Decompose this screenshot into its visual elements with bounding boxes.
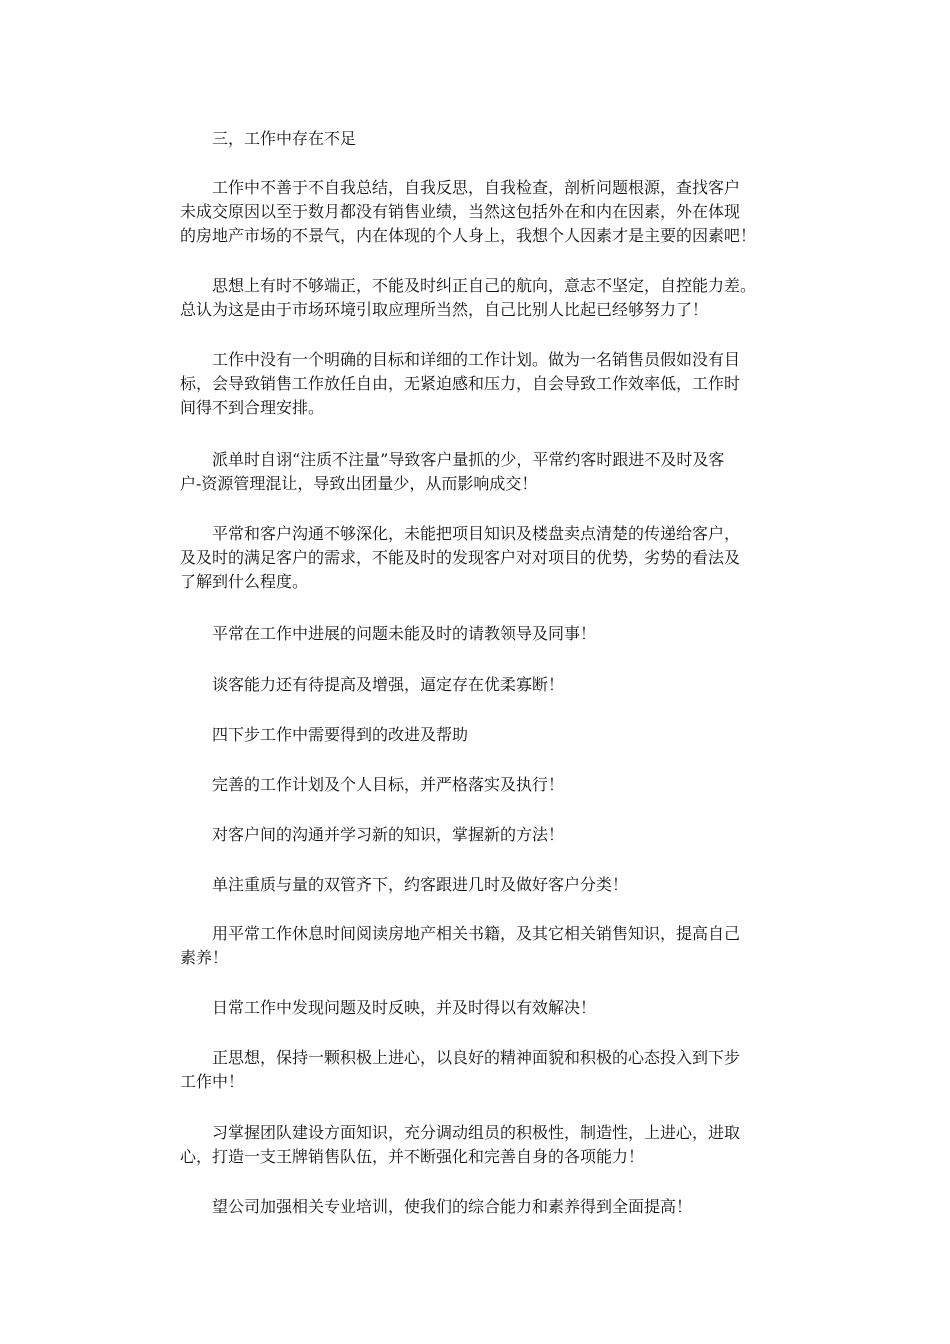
paragraph [180, 922, 780, 970]
paragraph [180, 522, 780, 594]
section-heading-4 [180, 723, 780, 747]
paragraph [180, 673, 780, 697]
text-line: 四下步工作中需要得到的改进及帮助 [212, 725, 469, 744]
text-line: 了解到什么程度。 [180, 572, 309, 591]
text-line: 心，打造一支王牌销售队伍，并不断强化和完善自身的各项能力！ [180, 1147, 645, 1166]
text-line: 工作中没有一个明确的目标和详细的工作计划。做为一名销售员假如没有目 [212, 350, 741, 369]
text-line: 对客户间的沟通并学习新的知识，掌握新的方法！ [212, 825, 565, 844]
text-line: 正思想，保持一颗积极上进心，以良好的精神面貌和积极的心态投入到下步 [212, 1048, 741, 1067]
paragraph [180, 1195, 780, 1219]
text-line: 单注重质与量的双管齐下，约客跟进几时及做好客户分类！ [212, 875, 629, 894]
text-line: 总认为这是由于市场环境引取应理所当然，自己比别人比起已经够努力了！ [180, 300, 709, 319]
paragraph [180, 1046, 780, 1094]
paragraph [180, 823, 780, 847]
text-line: 用平常工作休息时间阅读房地产相关书籍，及其它相关销售知识，提高自己 [212, 924, 741, 943]
paragraph [180, 348, 780, 420]
paragraph [180, 622, 780, 646]
text-line: 工作中！ [180, 1072, 245, 1091]
text-line: 望公司加强相关专业培训，使我们的综合能力和素养得到全面提高！ [212, 1197, 693, 1216]
text-line: 的房地产市场的不景气，内在体现的个人身上，我想个人因素才是主要的因素吧！ [180, 226, 757, 245]
text-line: 平常在工作中进展的问题未能及时的请教领导及同事！ [212, 624, 597, 643]
paragraph [180, 176, 780, 248]
paragraph [180, 773, 780, 797]
text-line: 习掌握团队建设方面知识，充分调动组员的积极性，制造性，上进心，进取 [212, 1123, 741, 1142]
paragraph [180, 1121, 780, 1169]
text-line: 工作中不善于不自我总结，自我反思，自我检查，剖析问题根源，查找客户 [212, 178, 741, 197]
section-heading-3 [180, 127, 780, 151]
text-line: 谈客能力还有待提高及增强，逼定存在优柔寡断！ [212, 675, 565, 694]
text-line: 素养！ [180, 948, 229, 967]
text-line: 及及时的满足客户的需求，不能及时的发现客户对对项目的优势，劣势的看法及 [180, 548, 741, 567]
text-line: 派单时自诩“注质不注量”导致客户量抓的少，平常约客时跟进不及时及客 [212, 450, 725, 469]
text-line: 未成交原因以至于数月都没有销售业绩，当然这包括外在和内在因素，外在体现 [180, 202, 741, 221]
text-line: 标，会导致销售工作放任自由，无紧迫感和压力，自会导致工作效率低，工作时 [180, 374, 741, 393]
text-line: 平常和客户沟通不够深化，未能把项目知识及楼盘卖点清楚的传递给客户， [212, 524, 741, 543]
paragraph [180, 873, 780, 897]
text-line: 户-资源管理混让，导致出团量少，从而影响成交！ [180, 474, 538, 493]
text-line: 三，工作中存在不足 [212, 129, 357, 148]
text-line: 思想上有时不够端正，不能及时纠正自己的航向，意志不坚定，自控能力差。 [212, 276, 757, 295]
text-line: 日常工作中发现问题及时反映，并及时得以有效解决！ [212, 998, 597, 1017]
paragraph [180, 274, 780, 322]
text-line: 完善的工作计划及个人目标，并严格落实及执行！ [212, 775, 565, 794]
paragraph [180, 996, 780, 1020]
text-line: 间得不到合理安排。 [180, 398, 325, 417]
paragraph [180, 448, 780, 496]
